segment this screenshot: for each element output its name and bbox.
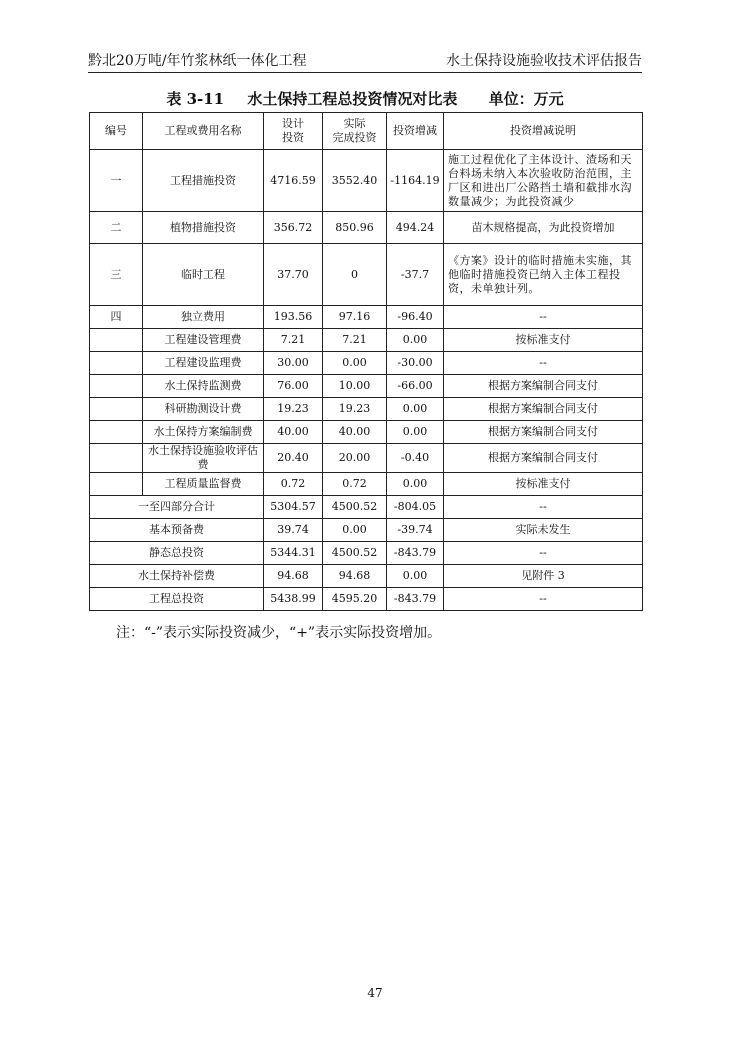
cell-no	[90, 421, 143, 444]
cell-name: 科研勘测设计费	[143, 398, 264, 421]
header-project-title: 黔北20万吨/年竹浆林纸一体化工程	[88, 53, 307, 69]
cell-name: 工程总投资	[90, 588, 264, 611]
cell-desc: 施工过程优化了主体设计、渣场和天台料场未纳入本次验收防治范围，主厂区和进出厂公路挡土墙和截排水沟数量减少；为此投资减少	[444, 150, 643, 212]
cell-actual: 4595.20	[323, 588, 387, 611]
cell-design: 20.40	[264, 444, 323, 473]
cell-desc: 按标准支付	[444, 473, 643, 496]
cell-change: -66.00	[387, 375, 444, 398]
cell-actual: 20.00	[323, 444, 387, 473]
cell-change: -37.7	[387, 244, 444, 306]
table-row	[90, 398, 643, 421]
cell-desc: 根据方案编制合同支付	[444, 421, 643, 444]
cell-desc: --	[444, 352, 643, 375]
cell-design: 4716.59	[264, 150, 323, 212]
cell-actual: 0	[323, 244, 387, 306]
cell-design: 30.00	[264, 352, 323, 375]
cell-design: 193.56	[264, 306, 323, 329]
cell-design: 40.00	[264, 421, 323, 444]
header-design: 设计 投资	[264, 113, 323, 150]
cell-desc: 根据方案编制合同支付	[444, 398, 643, 421]
cell-name: 临时工程	[143, 244, 264, 306]
cell-design: 19.23	[264, 398, 323, 421]
cell-desc: --	[444, 496, 643, 519]
table-number: 表 3-11	[166, 90, 225, 108]
summary-row	[90, 519, 643, 542]
cell-design: 37.70	[264, 244, 323, 306]
cell-desc: --	[444, 306, 643, 329]
cell-no: 二	[90, 212, 143, 244]
cell-change: 0.00	[387, 421, 444, 444]
cell-name: 工程措施投资	[143, 150, 264, 212]
cell-no	[90, 398, 143, 421]
cell-actual: 0.00	[323, 352, 387, 375]
header-name: 工程或费用名称	[143, 113, 264, 150]
cell-actual: 7.21	[323, 329, 387, 352]
cell-change: 0.00	[387, 398, 444, 421]
cell-name: 植物措施投资	[143, 212, 264, 244]
summary-row	[90, 588, 643, 611]
summary-row	[90, 496, 643, 519]
cell-desc: 《方案》设计的临时措施未实施，其他临时措施投资已纳入主体工程投资，未单独计列。	[444, 244, 643, 306]
cell-actual: 3552.40	[323, 150, 387, 212]
cell-design: 5438.99	[264, 588, 323, 611]
header-desc: 投资增减说明	[444, 113, 643, 150]
cell-change: 494.24	[387, 212, 444, 244]
cell-actual: 97.16	[323, 306, 387, 329]
cell-change: -804.05	[387, 496, 444, 519]
table-row	[90, 421, 643, 444]
cell-change: -30.00	[387, 352, 444, 375]
cell-name: 工程质量监督费	[143, 473, 264, 496]
header-change: 投资增减	[387, 113, 444, 150]
table-row	[90, 306, 643, 329]
investment-comparison-table	[89, 112, 643, 611]
cell-change: -96.40	[387, 306, 444, 329]
cell-no	[90, 375, 143, 398]
cell-design: 94.68	[264, 565, 323, 588]
cell-change: -39.74	[387, 519, 444, 542]
table-row	[90, 244, 643, 306]
table-header-row	[90, 113, 643, 150]
cell-no: 四	[90, 306, 143, 329]
cell-change: 0.00	[387, 473, 444, 496]
cell-name: 水土保持监测费	[143, 375, 264, 398]
cell-design: 0.72	[264, 473, 323, 496]
cell-name: 基本预备费	[90, 519, 264, 542]
cell-change: -0.40	[387, 444, 444, 473]
summary-row	[90, 542, 643, 565]
cell-desc: --	[444, 588, 643, 611]
table-row	[90, 473, 643, 496]
cell-design: 7.21	[264, 329, 323, 352]
cell-desc: 根据方案编制合同支付	[444, 444, 643, 473]
summary-row	[90, 565, 643, 588]
cell-actual: 4500.52	[323, 542, 387, 565]
table-row	[90, 329, 643, 352]
cell-actual: 40.00	[323, 421, 387, 444]
cell-no	[90, 444, 143, 473]
table-row	[90, 444, 643, 473]
cell-change: 0.00	[387, 329, 444, 352]
cell-actual: 4500.52	[323, 496, 387, 519]
table-title: 水土保持工程总投资情况对比表	[247, 90, 458, 108]
header-no: 编号	[90, 113, 143, 150]
cell-design: 356.72	[264, 212, 323, 244]
cell-design: 76.00	[264, 375, 323, 398]
cell-change: -843.79	[387, 588, 444, 611]
table-note: 注：“-”表示实际投资减少，“+”表示实际投资增加。	[116, 625, 442, 641]
cell-design: 5304.57	[264, 496, 323, 519]
table-row	[90, 212, 643, 244]
cell-name: 一至四部分合计	[90, 496, 264, 519]
cell-name: 水土保持方案编制费	[143, 421, 264, 444]
page-number: 47	[367, 986, 383, 1000]
cell-desc: 实际未发生	[444, 519, 643, 542]
table-row	[90, 375, 643, 398]
cell-no: 一	[90, 150, 143, 212]
cell-no	[90, 473, 143, 496]
cell-design: 5344.31	[264, 542, 323, 565]
cell-no: 三	[90, 244, 143, 306]
cell-name: 水土保持补偿费	[90, 565, 264, 588]
table-row	[90, 150, 643, 212]
cell-name: 静态总投资	[90, 542, 264, 565]
table-row	[90, 352, 643, 375]
cell-desc: 见附件 3	[444, 565, 643, 588]
cell-design: 39.74	[264, 519, 323, 542]
cell-desc: --	[444, 542, 643, 565]
cell-name: 工程建设监理费	[143, 352, 264, 375]
cell-no	[90, 352, 143, 375]
cell-change: 0.00	[387, 565, 444, 588]
page-header	[88, 48, 642, 73]
cell-desc: 按标准支付	[444, 329, 643, 352]
cell-actual: 10.00	[323, 375, 387, 398]
cell-name: 工程建设管理费	[143, 329, 264, 352]
cell-desc: 苗木规格提高，为此投资增加	[444, 212, 643, 244]
cell-actual: 0.00	[323, 519, 387, 542]
table-unit: 单位：万元	[488, 90, 564, 108]
cell-name: 独立费用	[143, 306, 264, 329]
cell-no	[90, 329, 143, 352]
cell-actual: 94.68	[323, 565, 387, 588]
header-actual: 实际 完成投资	[323, 113, 387, 150]
cell-desc: 根据方案编制合同支付	[444, 375, 643, 398]
cell-actual: 850.96	[323, 212, 387, 244]
header-report-title: 水土保持设施验收技术评估报告	[446, 53, 642, 69]
table-caption	[88, 88, 642, 112]
cell-actual: 0.72	[323, 473, 387, 496]
cell-change: -1164.19	[387, 150, 444, 212]
cell-name: 水土保持设施验收评估费	[143, 444, 264, 473]
cell-change: -843.79	[387, 542, 444, 565]
cell-actual: 19.23	[323, 398, 387, 421]
